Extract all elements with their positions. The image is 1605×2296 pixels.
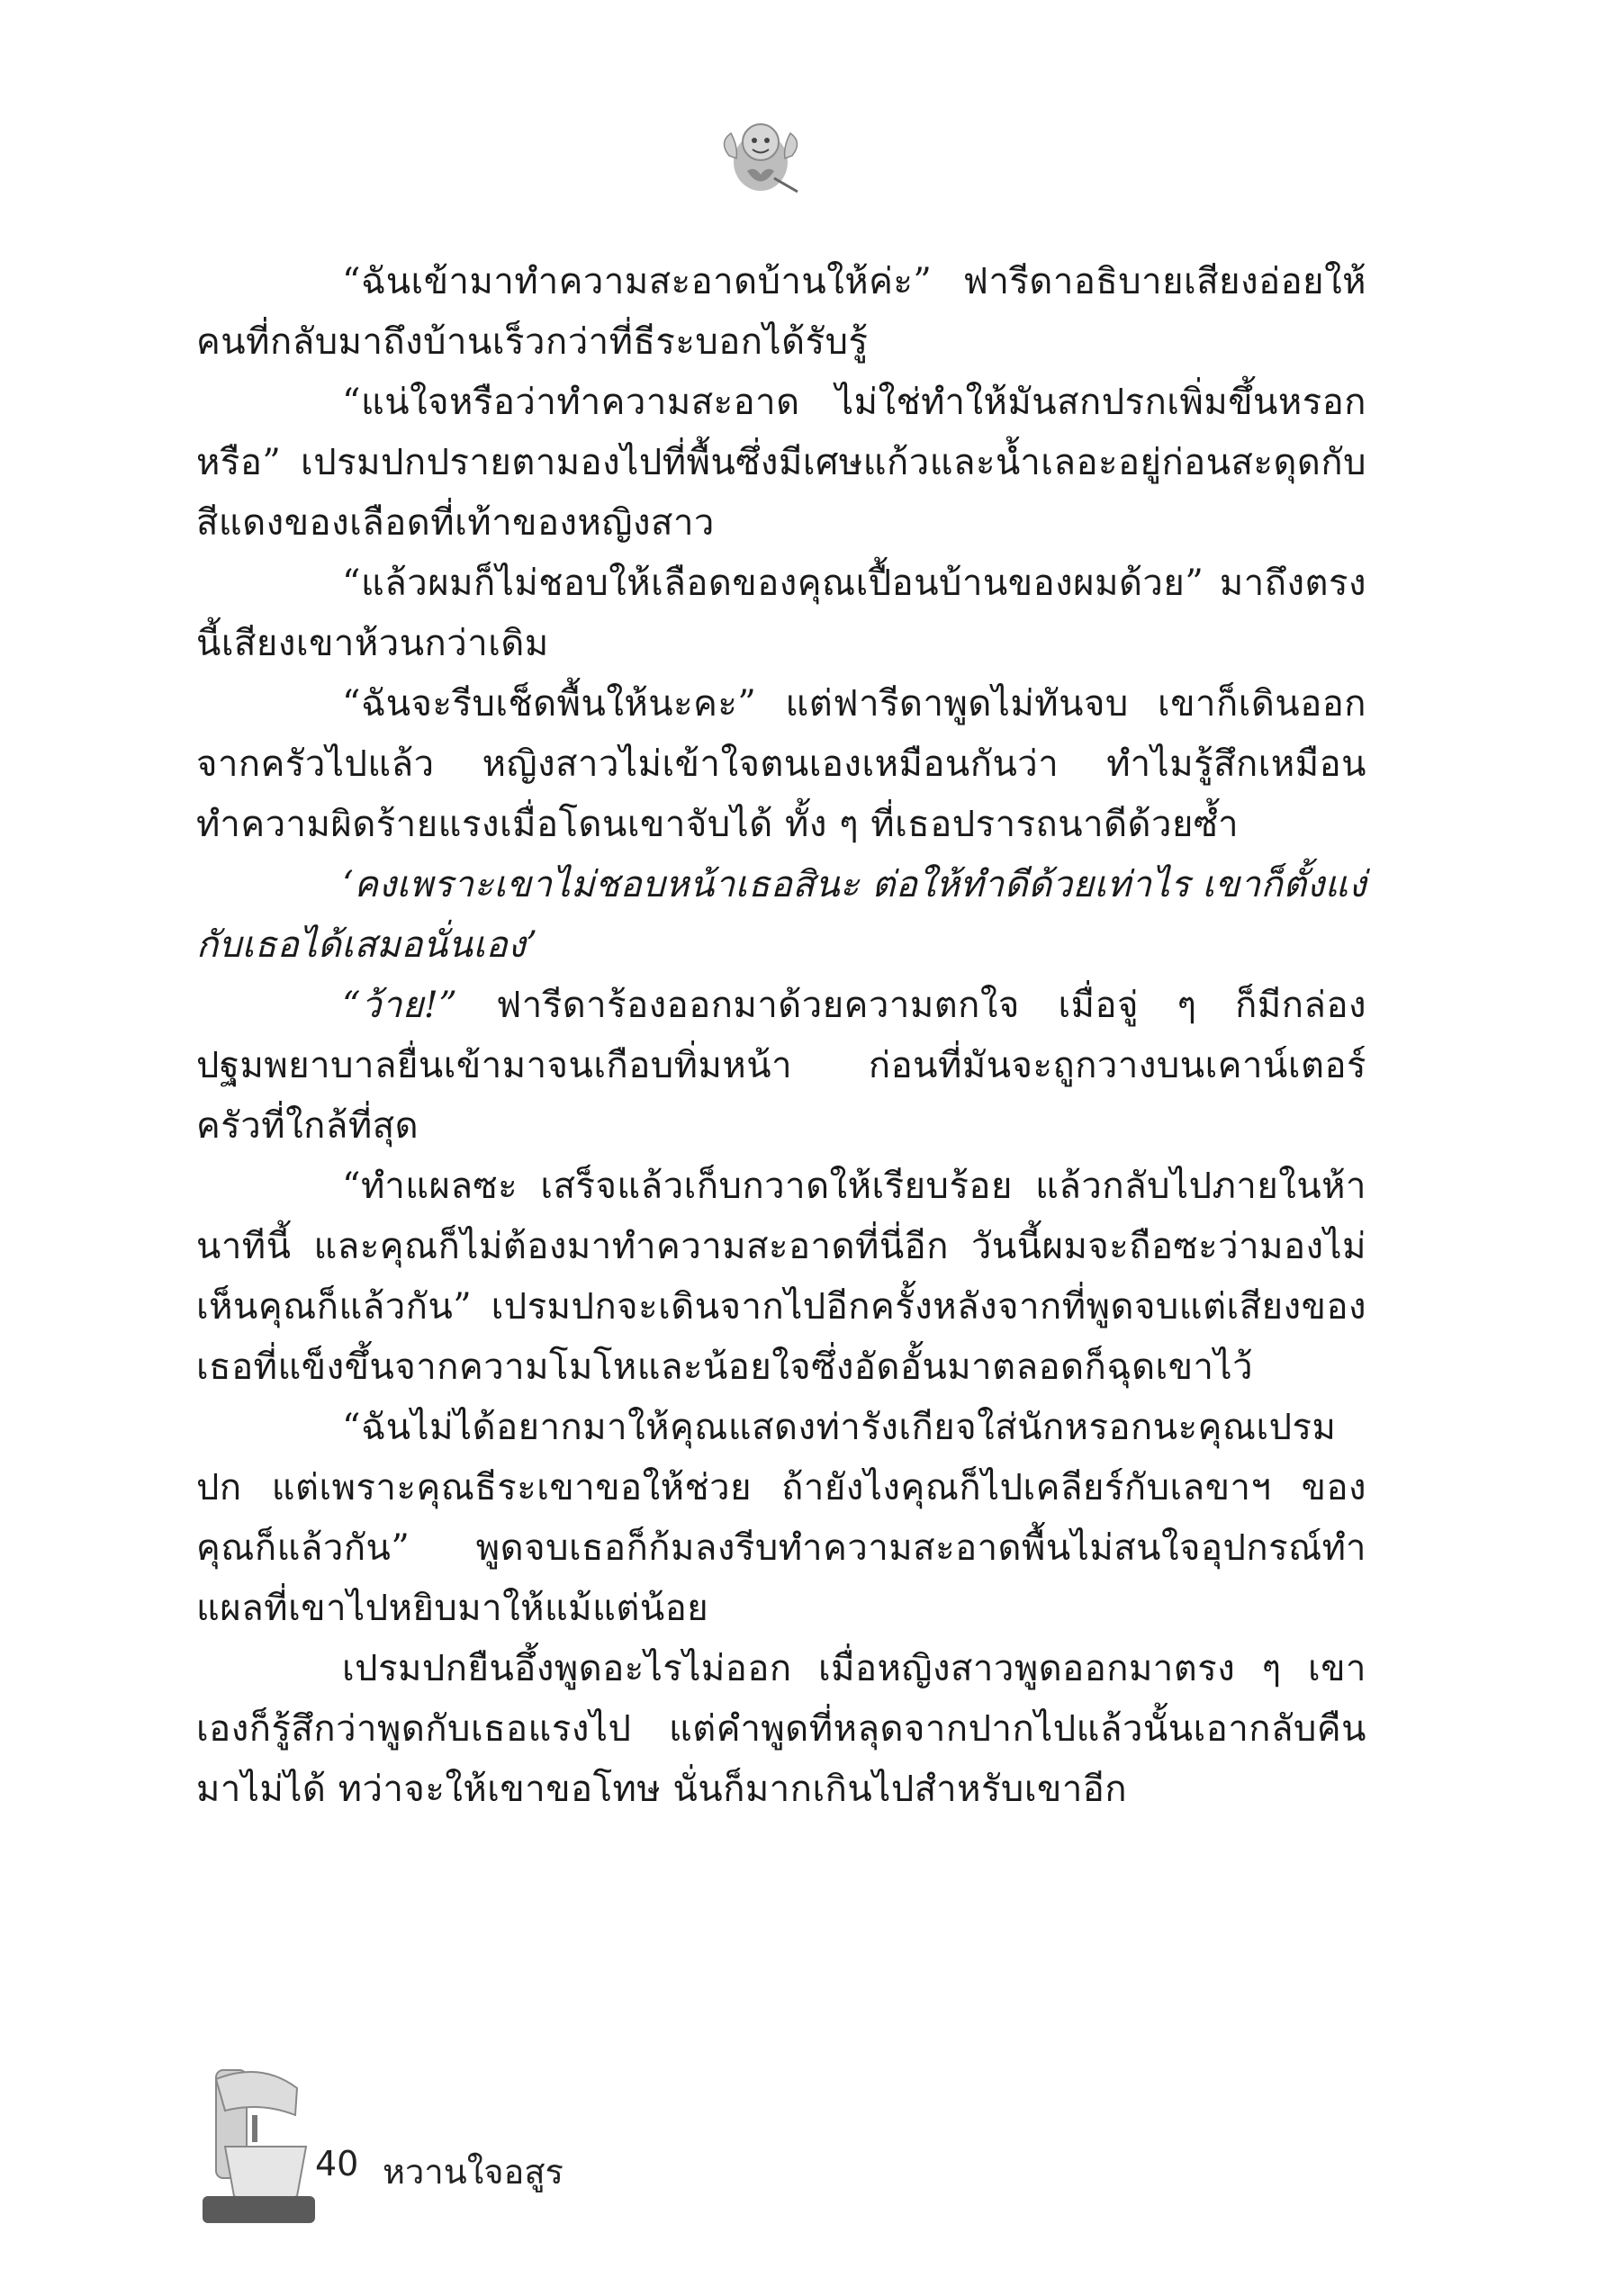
paragraph-4: “ฉันจะรีบเช็ดพื้นให้นะคะ” แต่ฟารีดาพูดไม่ทันจบ เขาก็เดินออกจากครัวไปแล้ว หญิงสาวไม่เข้าใจตนเองเหมือนกันว่า ทำไมรู้สึกเหมือนทำความผิดร้ายแรงเมื่อโดนเขาจับได้ ทั้ง ๆ ที่เธอปรารถนาดีด้วยซ้ำ <box>196 683 1366 845</box>
paragraph-5-thought: ‘คงเพราะเขาไม่ชอบหน้าเธอสินะ ต่อให้ทำดีด้วยเท่าไร เขาก็ตั้งแง่กับเธอได้เสมอนั่นเอง’ <box>196 864 1366 966</box>
paragraph-8: “ฉันไม่ได้อยากมาให้คุณแสดงท่ารังเกียจใส่นักหรอกนะคุณเปรมปก แต่เพราะคุณธีระเขาขอให้ช่วย ถ้ายังไงคุณก็ไปเคลียร์กับเลขาฯ ของคุณก็แล้วกัน” พูดจบเธอก็ก้มลงรีบทำความสะอาดพื้นไม่สนใจอุปกรณ์ทำแผลที่เขาไปหยิบมาให้แม้แต่น้อย <box>196 1407 1366 1629</box>
book-title: หวานใจอสูร <box>383 2152 564 2192</box>
paragraph-2: “แน่ใจหรือว่าทำความสะอาด ไม่ใช่ทำให้มันสกปรกเพิ่มขึ้นหรอกหรือ” เปรมปกปรายตามองไปที่พื้นซึ่งมีเศษแก้วและน้ำเลอะอยู่ก่อนสะดุดกับสีแดงของเลือดที่เท้าของหญิงสาว <box>196 382 1366 544</box>
paragraph-6-text: ฟารีดาร้องออกมาด้วยความตกใจ เมื่อจู่ ๆ ก็มีกล่องปฐมพยาบาลยื่นเข้ามาจนเกือบทิ่มหน้า ก่อนที่มันจะถูกวางบนเคาน์เตอร์ครัวที่ใกล้ที่สุด <box>196 985 1366 1147</box>
paragraph-3: “แล้วผมก็ไม่ชอบให้เลือดของคุณเปื้อนบ้านของผมด้วย” มาถึงตรงนี้เสียงเขาห้วนกว่าเดิม <box>196 563 1366 664</box>
paragraph-9: เปรมปกยืนอึ้งพูดอะไรไม่ออก เมื่อหญิงสาวพูดออกมาตรง ๆ เขาเองก็รู้สึกว่าพูดกับเธอแรงไป แต่คำพูดที่หลุดจากปากไปแล้วนั้นเอากลับคืนมาไม่ได้ ทว่าจะให้เขาขอโทษ นั่นก็มากเกินไปสำหรับเขาอีก <box>196 1648 1366 1810</box>
paragraph-6 <box>196 976 1366 1157</box>
cupid-ornament-icon <box>711 106 810 205</box>
paragraph-7: “ทำแผลซะ เสร็จแล้วเก็บกวาดให้เรียบร้อย แล้วกลับไปภายในห้านาทีนี้ และคุณก็ไม่ต้องมาทำความสะอาดที่นี่อีก วันนี้ผมจะถือซะว่ามองไม่เห็นคุณก็แล้วกัน” เปรมปกจะเดินจากไปอีกครั้งหลังจากที่พูดจบแต่เสียงของเธอที่แข็งขึ้นจากความโมโหและน้อยใจซึ่งอัดอั้นมาตลอดก็ฉุดเขาไว้ <box>196 1166 1366 1388</box>
paragraph-1: “ฉันเข้ามาทำความสะอาดบ้านให้ค่ะ” ฟารีดาอธิบายเสียงอ่อยให้คนที่กลับมาถึงบ้านเร็วกว่าที่ธีระบอกได้รับรู้ <box>196 261 1366 363</box>
page-number: 40 <box>315 2144 359 2183</box>
body-text <box>196 252 1366 1820</box>
stand-mixer-icon <box>189 2061 324 2232</box>
exclamation-lead: “ว้าย!” <box>342 985 458 1026</box>
page-footer <box>189 2061 639 2241</box>
